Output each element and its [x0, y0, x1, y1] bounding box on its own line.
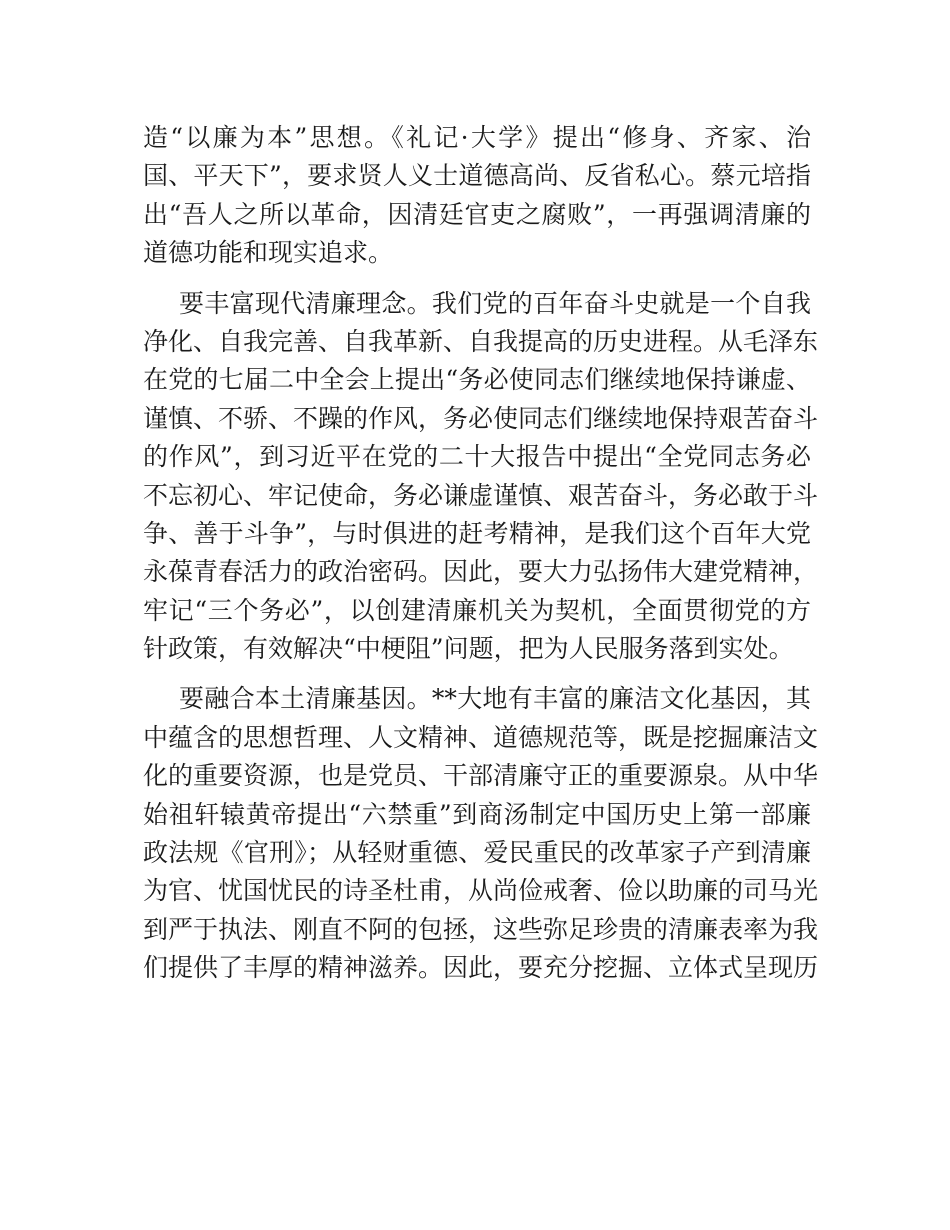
text-line: 谨慎、不骄、不躁的作风，务必使同志们继续地保持艰苦奋斗 — [143, 403, 819, 433]
text-line: 为官、忧国忧民的诗圣杜甫，从尚俭戒奢、俭以助廉的司马光 — [143, 876, 819, 906]
text-line: 政法规《官刑》；从轻财重德、爱民重民的改革家子产到清廉 — [143, 838, 811, 868]
text-line: 牢记“三个务必”，以创建清廉机关为契机，全面贯彻党的方 — [143, 595, 811, 625]
text-line: 针政策，有效解决“中梗阻”问题，把为人民服务落到实处。 — [143, 634, 794, 664]
text-line: 要丰富现代清廉理念。我们党的百年奋斗史就是一个自我 — [179, 288, 811, 318]
text-line: 国、平天下”，要求贤人义士道德高尚、反省私心。蔡元培指 — [143, 161, 811, 191]
text-line: 道德功能和现实追求。 — [143, 238, 394, 268]
text-line: 中蕴含的思想哲理、人文精神、道德规范等，既是挖掘廉洁文 — [143, 722, 819, 752]
text-line: 始祖轩辕黄帝提出“六禁重”到商汤制定中国历史上第一部廉 — [143, 799, 811, 829]
paragraph-2 — [143, 285, 819, 669]
text-line: 出“吾人之所以革命，因清廷官吏之腐败”，一再强调清廉的 — [143, 199, 811, 229]
text-line: 造“以廉为本”思想。《礼记·大学》提出“修身、齐家、治 — [143, 123, 811, 152]
text-line: 的作风”，到习近平在党的二十大报告中提出“全党同志务必 — [143, 442, 811, 472]
paragraph-3 — [143, 680, 819, 987]
text-line: 净化、自我完善、自我革新、自我提高的历史进程。从毛泽东 — [143, 326, 819, 356]
text-line: 们提供了丰厚的精神滋养。因此，要充分挖掘、立体式呈现历 — [143, 953, 819, 983]
text-line: 在党的七届二中全会上提出“务必使同志们继续地保持谦虚、 — [143, 365, 811, 395]
text-line: 到严于执法、刚直不阿的包拯，这些弥足珍贵的清廉表率为我 — [143, 914, 819, 944]
paragraph-1 — [143, 119, 811, 273]
text-line: 化的重要资源，也是党员、干部清廉守正的重要源泉。从中华 — [143, 761, 819, 791]
document-body — [143, 119, 819, 1000]
text-line: 不忘初心、牢记使命，务必谦虚谨慎、艰苦奋斗，务必敢于斗 — [143, 480, 819, 510]
text-line: 永葆青春活力的政治密码。因此，要大力弘扬伟大建党精神， — [143, 557, 819, 587]
text-line: 要融合本土清廉基因。**大地有丰富的廉洁文化基因，其 — [179, 684, 811, 714]
text-line: 争、善于斗争”，与时俱进的赶考精神，是我们这个百年大党 — [143, 518, 811, 548]
